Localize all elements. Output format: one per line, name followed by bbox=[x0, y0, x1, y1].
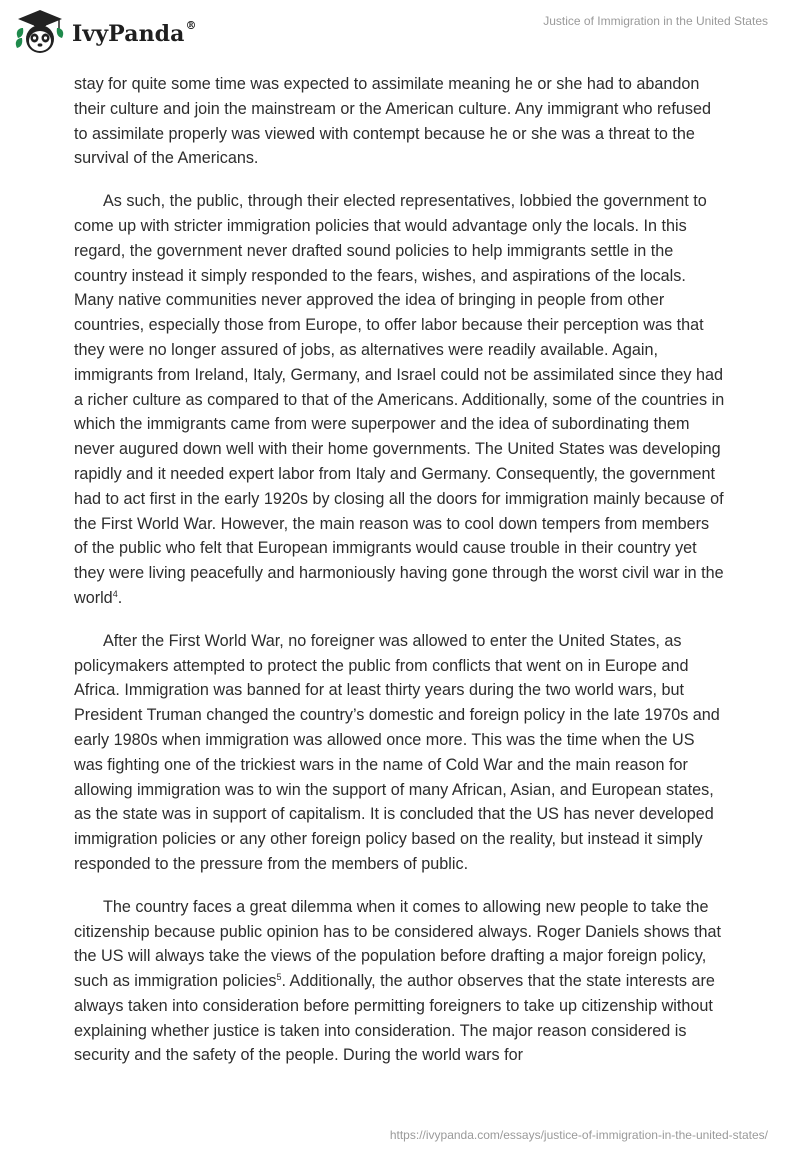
paragraph-4-text-b: . Additionally, the author observes that the state interests are always taken into consideration before permitting foreigners to take up citizenship without explaining whether justice is taken into consideration. The major reason considered is security and the safety of the people. During the world wars for bbox=[74, 972, 715, 1065]
source-url[interactable]: https://ivypanda.com/essays/justice-of-immigration-in-the-united-states/ bbox=[389, 1128, 768, 1142]
paragraph-2-text: As such, the public, through their elected representatives, lobbied the government to come up with stricter immigration policies that would advantage only the locals. In this regard, the government never drafted sound policies to help immigrants settle in the country instead it simply responded to the fears, wishes, and aspirations of the locals. Many native communities never approved the idea of bringing in people from other countries, especially those from Europe, to offer labor because their perception was that they were no longer assured of jobs, as alternatives were readily available. Again, immigrants from Ireland, Italy, Germany, and Israel could not be assimilated since they had a richer culture as compared to that of the Americans. Additionally, some of the countries in which the immigrants came from were superpower and the idea of subordinating them never augured down well with their home governments. The United States was developing rapidly and it needed expert labor from Italy and Germany. Consequently, the government had to act first in the early 1920s by closing all the doors for immigration mainly because of the First World War. However, the main reason was to cool down tempers from members of the public who felt that European immigrants would cause trouble in their country yet they were living peacefully and harmoniously having gone through the worst civil war in the world bbox=[74, 192, 725, 607]
paragraph-2 bbox=[74, 189, 726, 611]
paragraph-4-text-a: The country faces a great dilemma when it comes to allowing new people to take the citizenship because public opinion has to be considered always. Roger Daniels shows that the US will always take the views of the population before drafting a major foreign policy, such as immigration policies bbox=[74, 897, 721, 991]
essay-body bbox=[74, 72, 726, 1086]
ivypanda-logo[interactable] bbox=[14, 8, 197, 56]
document-title: Justice of Immigration in the United States bbox=[543, 14, 768, 28]
footnote-4[interactable]: 4 bbox=[112, 588, 118, 599]
footnote-5[interactable]: 5 bbox=[276, 972, 282, 983]
panda-graduation-cap-logo-icon bbox=[14, 8, 66, 56]
paragraph-2-end: . bbox=[117, 588, 123, 607]
paragraph-3: After the First World War, no foreigner was allowed to enter the United States, as policymakers attempted to protect the public from conflicts that went on in Europe and Africa. Immigration was banned for at least thirty years during the two world wars, but President Truman changed the country’s domestic and foreign policy in the late 1970s and early 1980s when immigration was allowed once more. This was the time when the US was fighting one of the trickiest wars in the name of Cold War and the main reason for allowing immigration was to win the support of many African, Asian, and European states, as the state was in support of capitalism. It is concluded that the US has never developed immigration policies or any other foreign policy based on the reality, but instead it simply responded to the pressure from the members of public. bbox=[74, 631, 720, 873]
page-header bbox=[0, 0, 800, 64]
paragraph-4 bbox=[74, 895, 726, 1069]
brand-name: IvyPanda® bbox=[72, 19, 197, 47]
paragraph-1: stay for quite some time was expected to assimilate meaning he or she had to abandon their culture and join the mainstream or the American culture. Any immigrant who refused to assimilate properly was viewed with contempt because he or she was a threat to the survival of the Americans. bbox=[74, 75, 712, 168]
